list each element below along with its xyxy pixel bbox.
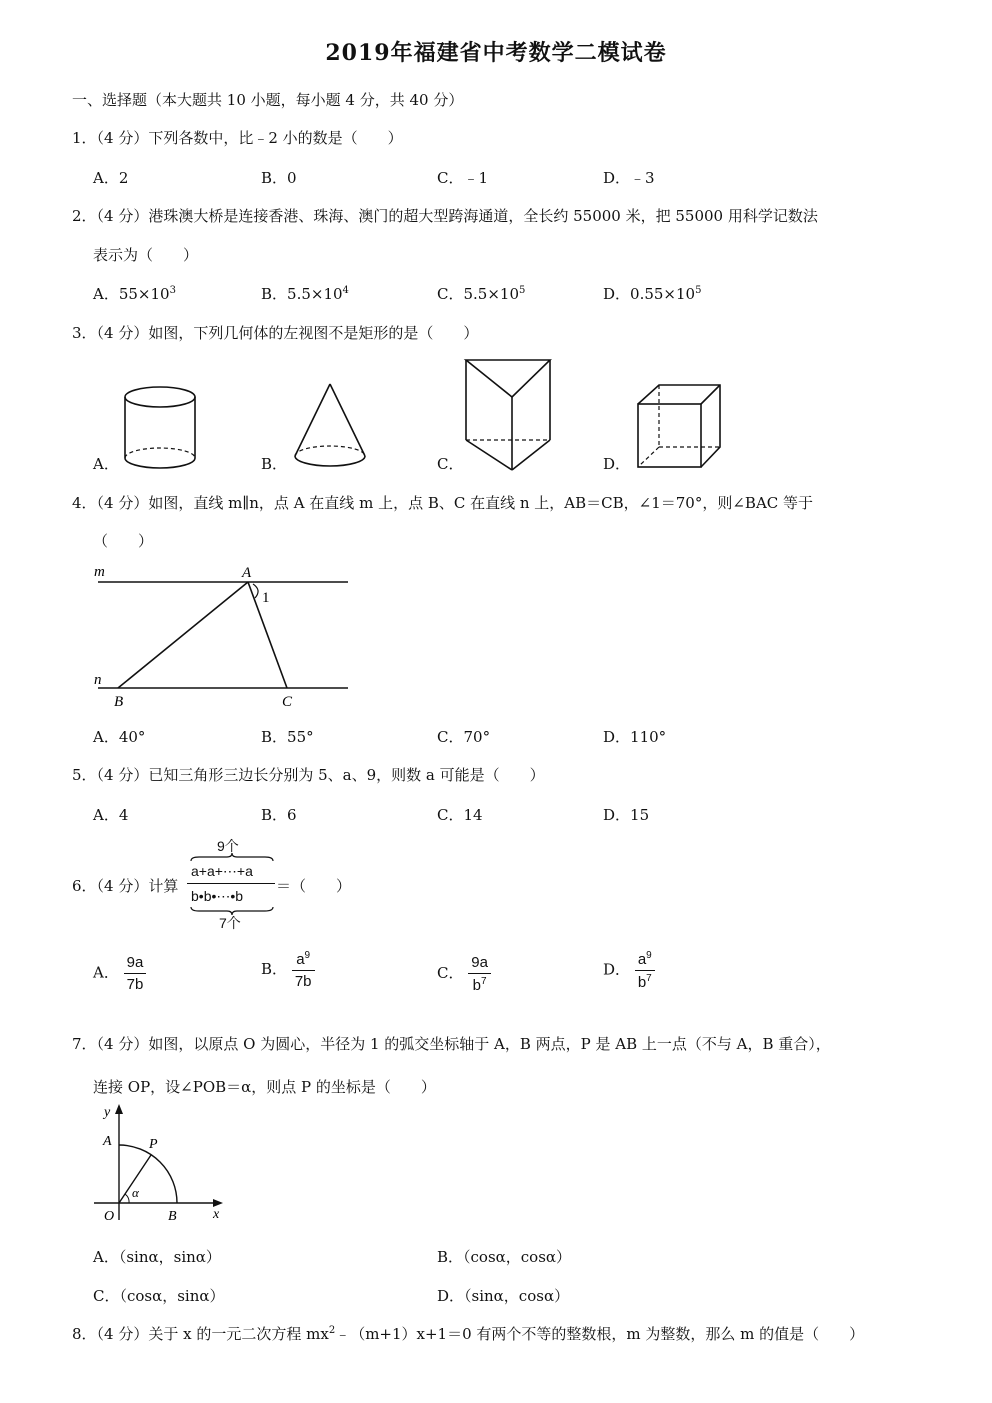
q5-option-a[interactable]: A．4 — [93, 806, 129, 824]
q6-bottom-count: 7个 — [219, 915, 241, 931]
parallel-lines-triangle-figure — [90, 560, 355, 710]
q6-c-denominator-exp: 7 — [481, 976, 487, 987]
q6-option-a-fraction — [124, 954, 147, 993]
question-7-stem-line1: 7．（4 分）如图，以原点 O 为圆心，半径为 1 的弧交坐标轴于 A，B 两点，P 是 AB 上一点（不与 A，B 重合）， — [72, 1035, 831, 1053]
label-B: B — [114, 694, 124, 710]
q6-top-count: 9个 — [217, 838, 239, 854]
q4-option-c[interactable]: C．70° — [437, 728, 491, 746]
question-2-stem-line1: 2．（4 分）港珠澳大桥是连接香港、珠海、澳门的超大型跨海通道，全长约 55000 米，把 55000 用科学记数法 — [72, 207, 818, 225]
label-x: x — [213, 1207, 220, 1222]
question-6-stem-prefix: 6．（4 分）计算 — [72, 877, 179, 895]
q2-option-b-text: B．5.5×10 — [261, 285, 343, 303]
q6-option-b-label: B． — [261, 960, 288, 978]
q6-option-d-label: D． — [603, 960, 631, 979]
q6-option-c[interactable] — [437, 954, 491, 994]
label-A: A — [103, 1134, 112, 1149]
q6-a-denominator: 7b — [126, 976, 144, 993]
cone-figure — [290, 382, 370, 472]
question-4-stem-line1: 4．（4 分）如图，直线 m∥n，点 A 在直线 m 上，点 B、C 在直线 n 上，AB＝CB，∠1＝70°，则∠BAC 等于 — [72, 494, 814, 512]
q8-stem-exp: 2 — [328, 1325, 336, 1336]
cube-figure — [635, 382, 725, 472]
q2-option-b-exp: 4 — [342, 285, 349, 296]
q4-option-b[interactable]: B．55° — [261, 728, 314, 746]
q6-option-d[interactable] — [603, 950, 655, 991]
question-6-stem-suffix: ＝（ ） — [276, 877, 352, 895]
q1-option-b[interactable]: B．0 — [261, 169, 297, 187]
q6-option-a[interactable] — [93, 954, 146, 993]
q1-option-d[interactable]: D．﹣3 — [603, 169, 655, 187]
q6-option-b[interactable] — [261, 950, 315, 990]
q6-numerator: a+a+⋯+a — [191, 863, 253, 879]
q8-stem-suffix: ﹣（m+1）x+1＝0 有两个不等的整数根，m 为整数，那么 m 的值是（ ） — [335, 1325, 865, 1343]
q5-option-d[interactable]: D．15 — [603, 806, 650, 824]
label-alpha: α — [132, 1185, 139, 1200]
top-brace-icon — [189, 852, 275, 862]
q7-option-c[interactable]: C．（cosα，sinα） — [93, 1287, 225, 1305]
q6-option-a-label: A． — [93, 963, 119, 982]
q7-option-b[interactable]: B．（cosα，cosα） — [437, 1248, 572, 1266]
q4-option-d[interactable]: D．110° — [603, 728, 667, 746]
q6-b-numerator-exp: 9 — [304, 950, 311, 961]
question-8-stem — [72, 1323, 864, 1344]
q6-d-denominator-exp: 7 — [646, 973, 652, 984]
q1-option-a[interactable]: A．2 — [93, 169, 129, 187]
label-P: P — [149, 1137, 158, 1152]
label-angle-1: 1 — [262, 590, 270, 606]
q6-option-c-fraction — [468, 954, 491, 994]
q2-option-a[interactable] — [93, 283, 176, 304]
question-1-stem: 1．（4 分）下列各数中，比﹣2 小的数是（ ） — [72, 129, 403, 147]
cylinder-figure — [122, 383, 202, 473]
triangular-prism-figure — [462, 357, 557, 472]
q6-denominator: b•b•⋯•b — [191, 888, 244, 904]
q5-option-b[interactable]: B．6 — [261, 806, 297, 824]
unit-arc-coordinate-figure — [92, 1100, 227, 1230]
q6-d-numerator-exp: 9 — [646, 950, 652, 961]
q6-d-numerator: a — [637, 951, 647, 968]
q6-option-c-label: C． — [437, 964, 464, 982]
q2-option-c-text: C．5.5×10 — [437, 285, 519, 303]
q3-option-c[interactable]: C． — [437, 455, 464, 473]
q6-expression — [187, 836, 277, 930]
q2-option-c[interactable] — [437, 283, 525, 304]
q8-stem-prefix: 8．（4 分）关于 x 的一元二次方程 mx — [72, 1325, 329, 1343]
q2-option-c-exp: 5 — [519, 285, 526, 296]
label-A: A — [242, 565, 252, 581]
q6-c-numerator: 9a — [468, 954, 491, 974]
q2-option-a-exp: 3 — [169, 285, 176, 296]
q2-option-d-text: D．0.55×10 — [603, 285, 696, 303]
question-3-stem: 3．（4 分）如图，下列几何体的左视图不是矩形的是（ ） — [72, 324, 479, 342]
q1-option-c[interactable]: C．﹣1 — [437, 169, 489, 187]
label-C: C — [282, 694, 293, 710]
q3-option-d[interactable]: D． — [603, 455, 631, 473]
q3-option-b[interactable]: B． — [261, 455, 288, 473]
q6-b-numerator: a — [296, 951, 305, 968]
label-y: y — [104, 1105, 111, 1120]
label-O: O — [104, 1209, 115, 1224]
q2-option-d[interactable] — [603, 283, 701, 304]
q6-option-d-fraction — [635, 950, 655, 991]
page-title: 2019年福建省中考数学二模试卷 — [325, 40, 667, 66]
q6-a-numerator: 9a — [124, 954, 147, 974]
question-4-stem-line2: （ ） — [93, 532, 154, 550]
q5-option-c[interactable]: C．14 — [437, 806, 483, 824]
q2-option-b[interactable] — [261, 283, 349, 304]
label-n: n — [94, 672, 102, 688]
q6-c-denominator: b — [472, 977, 481, 994]
q6-b-denominator: 7b — [294, 973, 312, 990]
q2-option-a-text: A．55×10 — [93, 285, 170, 303]
question-2-stem-line2: 表示为（ ） — [93, 246, 199, 264]
label-m: m — [94, 564, 105, 580]
q6-option-b-fraction — [292, 950, 315, 990]
q2-option-d-exp: 5 — [695, 285, 702, 296]
q7-option-a[interactable]: A．（sinα，sinα） — [93, 1248, 221, 1266]
question-7-stem-line2: 连接 OP，设∠POB＝α，则点 P 的坐标是（ ） — [93, 1078, 436, 1096]
q3-option-a[interactable]: A． — [93, 455, 119, 473]
q4-option-a[interactable]: A．40° — [93, 728, 146, 746]
question-5-stem: 5．（4 分）已知三角形三边长分别为 5、a、9，则数 a 可能是（ ） — [72, 766, 545, 784]
q7-option-d[interactable]: D．（sinα，cosα） — [437, 1287, 570, 1305]
label-B: B — [168, 1209, 177, 1224]
section-heading: 一、选择题（本大题共 10 小题，每小题 4 分，共 40 分） — [72, 91, 464, 109]
q6-d-denominator: b — [637, 974, 647, 991]
